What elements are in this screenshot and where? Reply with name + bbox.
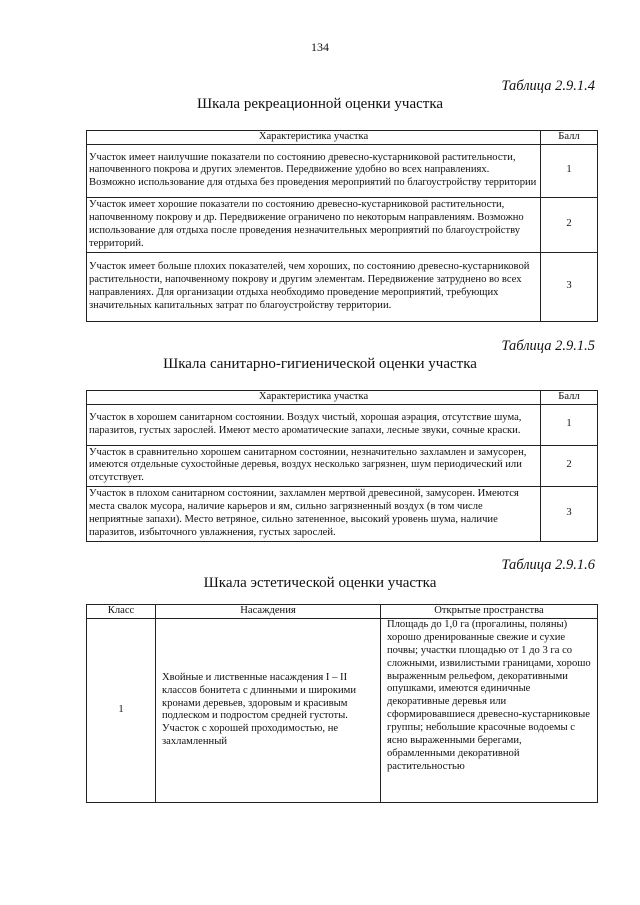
column-header-plantings: Насаждения — [156, 605, 381, 619]
column-header-characteristic: Характеристика участка — [87, 131, 541, 145]
page-number: 134 — [311, 40, 329, 54]
row-description: Участок имеет больше плохих показателей, чем хороших, по состоянию древесно-кустарниковой растительности, напочвенному покрову и другим элементам. Передвижение затруднено во всех направлениях. Для организации отдыха необходимо проведение мероприятий, требующих значительных капитальных затрат по благоустройству территории. — [87, 252, 541, 321]
table1-caption: Таблица 2.9.1.4 — [501, 78, 595, 94]
row-description: Участок в сравнительно хорошем санитарном состоянии, незначительно захламлен и замусорен, имеются отдельные сухостойные деревья, воздух несколько загрязнен, шум периодический или отсутствует. — [87, 445, 541, 486]
row-score: 2 — [541, 197, 598, 252]
table1-title: Шкала рекреационной оценки участка — [196, 96, 444, 112]
table-row — [87, 197, 598, 252]
row-score: 1 — [541, 144, 598, 197]
table-row — [87, 618, 598, 802]
table2-caption: Таблица 2.9.1.5 — [501, 338, 595, 354]
row-score: 3 — [541, 252, 598, 321]
aesthetic-table — [86, 604, 598, 803]
row-description: Участок имеет хорошие показатели по состоянию древесно-кустарниковой растительности, напочвенному покрову и др. Передвижение ограничено по некоторым направлениям. Возможно использование для отдыха после проведения незначительных мероприятий по благоустройству территорий. — [87, 197, 541, 252]
table-row — [87, 404, 598, 445]
row-description: Участок имеет наилучшие показатели по состоянию древесно-кустарниковой растительности, напочвенного покрова и других элементов. Передвижение удобно во всех направлениях. Возможно использование для отдыха без проведения мероприятий по благоустройству территории — [87, 144, 541, 197]
row-description: Участок в хорошем санитарном состоянии. Воздух чистый, хорошая аэрация, отсутствие шума, паразитов, густых зарослей. Имеют место ароматические запахи, лесные звуки, сочные краски. — [87, 404, 541, 445]
column-header-characteristic: Характеристика участка — [87, 391, 541, 405]
recreation-table — [86, 130, 598, 322]
row-score: 2 — [541, 445, 598, 486]
sanitary-table — [86, 390, 598, 542]
row-score: 1 — [541, 404, 598, 445]
column-header-open-spaces: Открытые пространства — [381, 605, 598, 619]
table-row — [87, 144, 598, 197]
row-open-spaces: Площадь до 1,0 га (прогалины, поляны) хорошо дренированные свежие и сухие почвы; участки площадью от 1 до 3 га со сложными, извилистыми границами, хорошо выраженным рельефом, декоративными опушками, имеются единичные декоративные деревья или сформировавшиеся древесно-кустарниковые группы; небольшие красочные водоемы с ясно выраженными берегами, обрамленными декоративной растительностью — [381, 618, 598, 802]
table3-caption: Таблица 2.9.1.6 — [501, 557, 595, 573]
table-row — [87, 252, 598, 321]
row-score: 3 — [541, 486, 598, 541]
row-class: 1 — [87, 618, 156, 802]
column-header-score: Балл — [541, 391, 598, 405]
table-row — [87, 445, 598, 486]
table3-title: Шкала эстетической оценки участка — [203, 575, 437, 591]
table-header-row — [87, 605, 598, 619]
table-header-row — [87, 391, 598, 405]
table2-title: Шкала санитарно-гигиенической оценки участка — [163, 356, 477, 372]
column-header-class: Класс — [87, 605, 156, 619]
row-plantings: Хвойные и лиственные насаждения I – II классов бонитета с длинными и широкими кронами деревьев, здоровым и красивым подлеском и подростом средней густоты. Участок с хорошей проходимостью, не захламленный — [156, 618, 381, 802]
column-header-score: Балл — [541, 131, 598, 145]
row-description: Участок в плохом санитарном состоянии, захламлен мертвой древесиной, замусорен. Имеются места свалок мусора, наличие карьеров и ям, сильно загрязненный воздух (в том числе неприятные запахи). Место ветряное, сильно затененное, высокий уровень шума, наличие паразитов, избыточного увлажнения, густых зарослей. — [87, 486, 541, 541]
table-row — [87, 486, 598, 541]
table-header-row — [87, 131, 598, 145]
